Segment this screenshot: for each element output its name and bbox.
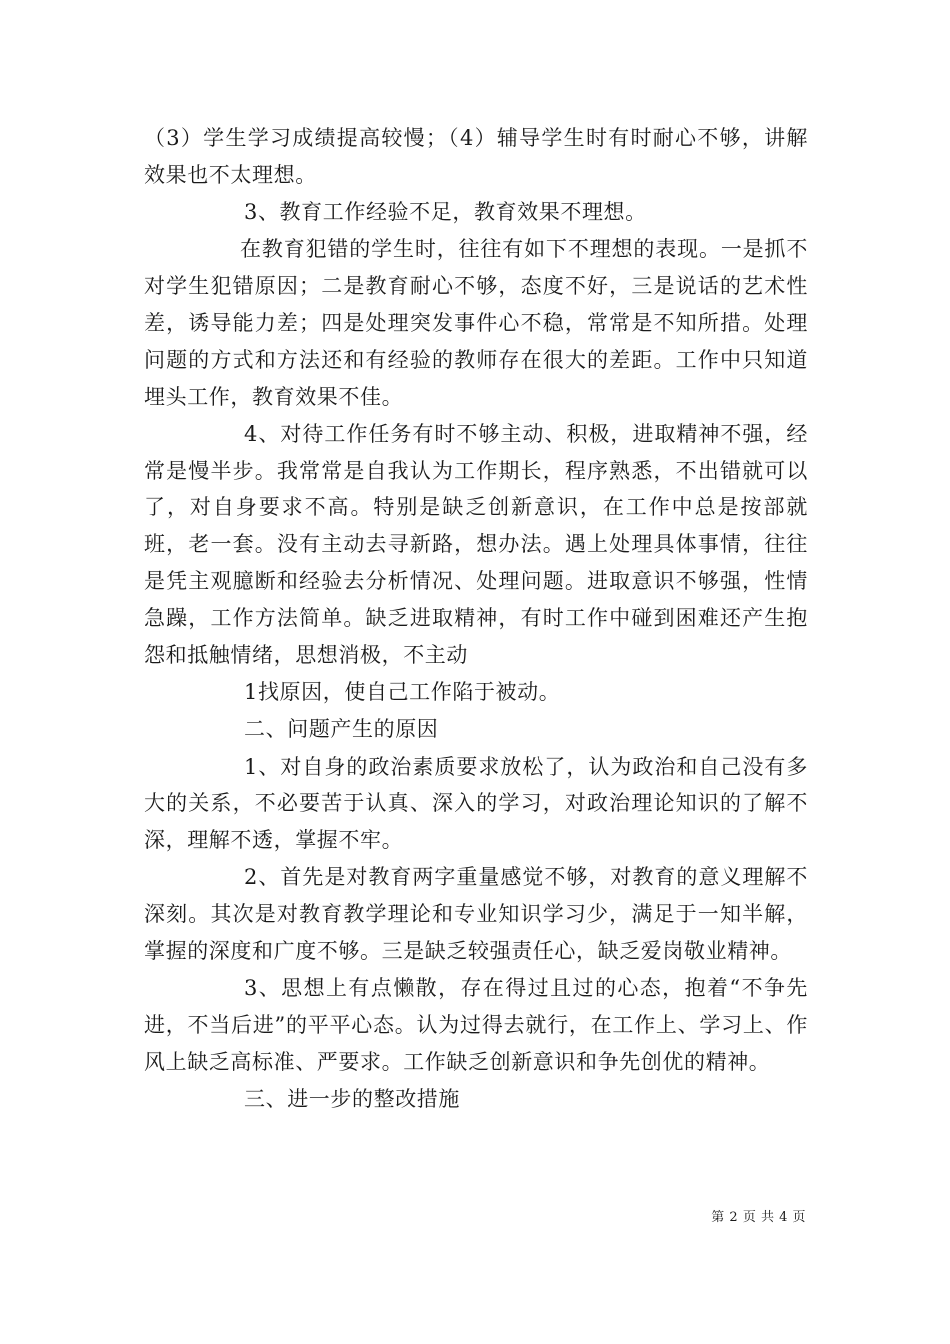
paragraph-cause-political: 1、对自身的政治素质要求放松了，认为政治和自己没有多大的关系，不必要苦于认真、深入的学习，对政治理论知识的了解不深，理解不透，掌握不牢。 bbox=[144, 754, 808, 853]
section-heading-causes: 二、问题产生的原因 bbox=[244, 717, 439, 742]
paragraph-cause-mindset: 3、思想上有点懒散，存在得过且过的心态，抱着“不争先进，不当后进”的平平心态。认为过得去就行，在工作上、学习上、作风上缺乏高标准、严要求。工作缺乏创新意识和争先创优的精神。 bbox=[144, 976, 808, 1074]
paragraph-heading-experience: 3、教育工作经验不足，教育效果不理想。 bbox=[244, 200, 647, 225]
section-heading-measures: 三、进一步的整改措施 bbox=[244, 1087, 460, 1112]
page-number-footer: 第 2 页 共 4 页 bbox=[711, 1210, 806, 1225]
paragraph-education-problems: 在教育犯错的学生时，往往有如下不理想的表现。一是抓不对学生犯错原因；二是教育耐心不够，态度不好，三是说话的艺术性差，诱导能力差；四是处理突发事件心不稳，常常是不知所措。处理问题的方式和方法还和有经验的教师存在很大的差距。工作中只知道埋头工作，教育效果不佳。 bbox=[144, 237, 808, 409]
paragraph-learning-issues: （3）学生学习成绩提高较慢；（4）辅导学生时有时耐心不够，讲解效果也不太理想。 bbox=[144, 126, 808, 187]
paragraph-find-reasons: 1找原因，使自己工作陷于被动。 bbox=[244, 679, 561, 704]
paragraph-cause-education: 2、首先是对教育两字重量感觉不够，对教育的意义理解不深刻。其次是对教育教学理论和专业知识学习少，满足于一知半解，掌握的深度和广度不够。三是缺乏较强责任心，缺乏爱岗敬业精神。 bbox=[144, 865, 808, 964]
document-body bbox=[144, 120, 808, 1119]
paragraph-work-attitude: 4、对待工作任务有时不够主动、积极，进取精神不强，经常是慢半步。我常常是自我认为工作期长，程序熟悉，不出错就可以了，对自身要求不高。特别是缺乏创新意识，在工作中总是按部就班，老一套。没有主动去寻新路，想办法。遇上处理具体事情，往往是凭主观臆断和经验去分析情况、处理问题。进取意识不够强，性情急躁，工作方法简单。缺乏进取精神，有时工作中碰到困难还产生抱怨和抵触情绪，思想消极，不主动 bbox=[144, 421, 808, 667]
